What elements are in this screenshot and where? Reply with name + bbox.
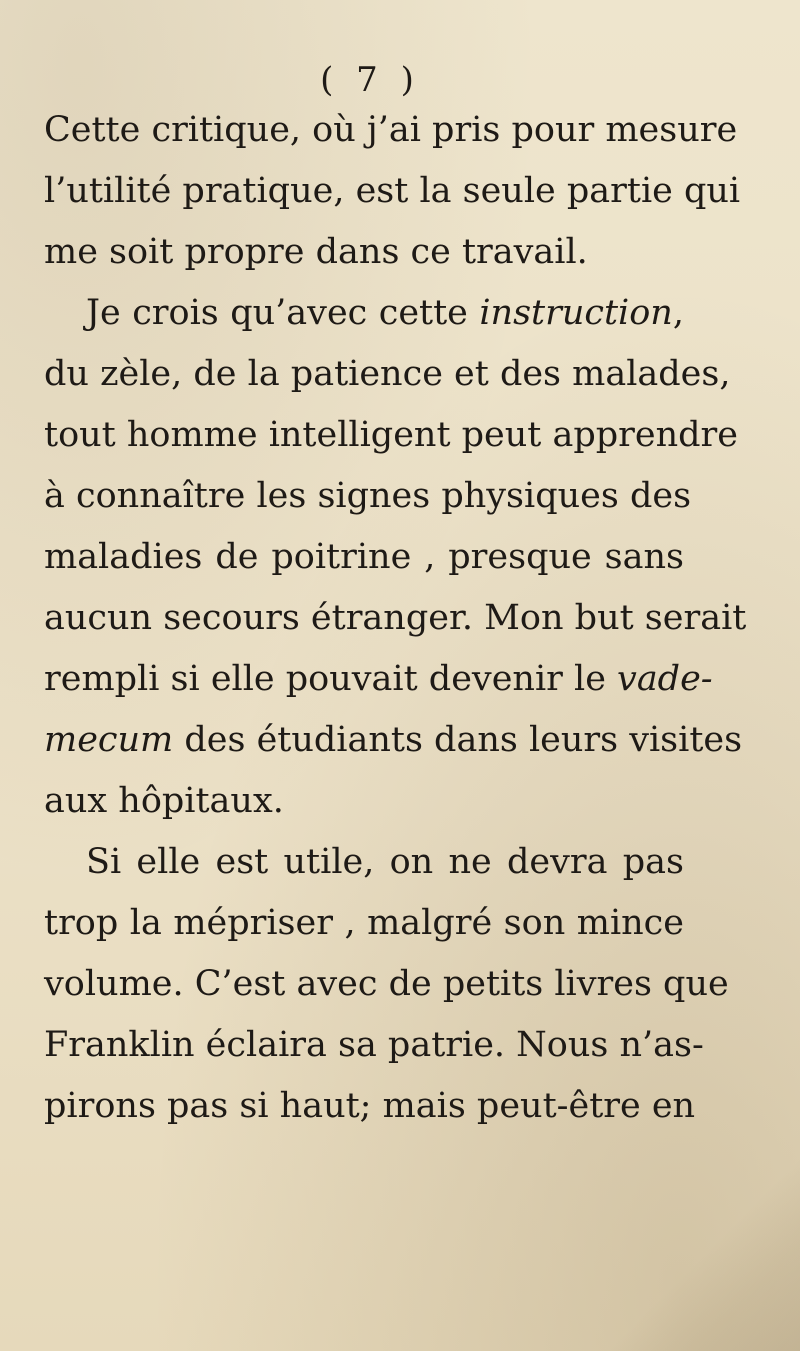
text-line: me soit propre dans ce travail. — [44, 232, 588, 272]
text-line: volume. C’est avec de petits livres que — [44, 964, 729, 1004]
text-line — [44, 710, 743, 771]
paragraph-3 — [44, 832, 729, 1137]
text-line: aucun secours étranger. Mon but serait — [44, 598, 747, 638]
text-line: pirons pas si haut; mais peut-être en — [44, 1086, 696, 1126]
paragraph-2 — [44, 283, 747, 832]
text-line: trop la mépriser , malgré son mince — [44, 903, 684, 943]
italic-word: vade- — [617, 659, 713, 699]
text-line: Franklin éclaira sa patrie. Nous n’as- — [44, 1025, 704, 1065]
text-line: l’utilité pratique, est la seule partie qui — [44, 171, 741, 211]
text-line: Si elle est utile, on ne devra pas — [86, 842, 684, 882]
text-line: Cette critique, où j’ai pris pour mesure — [44, 110, 738, 150]
italic-word: mecum — [44, 720, 174, 760]
text-line: à connaître les signes physiques des — [44, 476, 692, 516]
page-corner-shadow — [570, 1151, 800, 1351]
italic-word: instruction — [479, 293, 673, 333]
paragraph-1 — [44, 100, 741, 283]
text-line: aux hôpitaux. — [44, 781, 284, 821]
text-run: Je crois qu’avec cette — [86, 293, 480, 333]
text-run: rempli si elle pouvait devenir le — [44, 659, 618, 699]
text-run: des étudiants dans leurs visites — [173, 720, 743, 760]
page-text — [44, 100, 747, 1137]
text-run: , — [672, 293, 684, 333]
text-line — [44, 283, 684, 344]
text-line: tout homme intelligent peut apprendre — [44, 415, 739, 455]
text-line: maladies de poitrine , presque sans — [44, 537, 684, 577]
text-line — [44, 649, 713, 710]
page-number: ( 7 ) — [320, 60, 420, 100]
text-line: du zèle, de la patience et des malades, — [44, 354, 731, 394]
